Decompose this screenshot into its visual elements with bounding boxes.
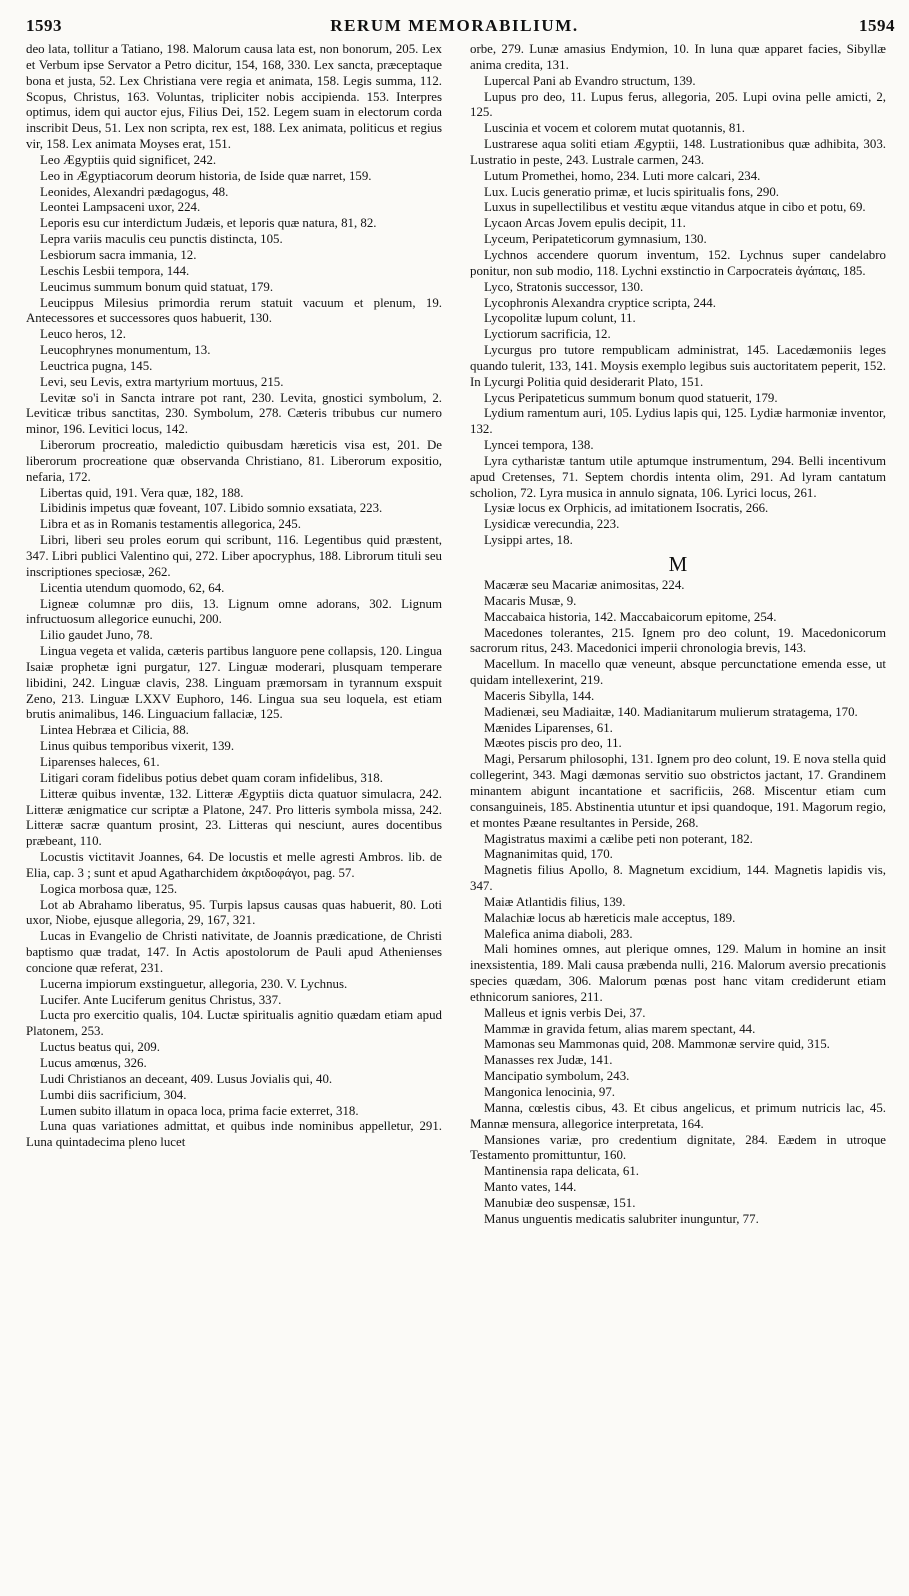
index-entry: Lilio gaudet Juno, 78.: [40, 628, 153, 643]
index-entry: Ludi Christianos an deceant, 409. Lusus Jovialis qui, 40.: [40, 1071, 333, 1086]
index-entry: Leonides, Alexandri pædagogus, 48.: [40, 184, 229, 199]
index-entry: Magi, Persarum philosophi, 131. Ignem pro deo colunt, 19. E nova stella quid collegerint, 343. Magi dæmonas servitio suo obstrictos jactant, 17. Grandinem minantem abigunt incantatione et sacrificiis, 268. Miscentur etiam cum consanguineis, 185. Abstinentia utuntur et ipsi quandoque, 191. Magorum regio, et montes Pæane resultantes in Perside, 268.: [470, 752, 886, 830]
index-entry: Luxus in supellectilibus et vestitu æque vitandus atque in cibo et potu, 69.: [484, 200, 866, 215]
index-entry: Lot ab Abrahamo liberatus, 95. Turpis lapsus causas quas habuerit, 80. Loti uxor, Niobe, ejusque allegoria, 29, 167, 321.: [26, 897, 442, 928]
index-entry: Mænides Liparenses, 61.: [484, 720, 613, 735]
index-entry: Lucas in Evangelio de Christi nativitate, de Joannis prædicatione, de Christi baptismo quæ tradat, 147. In Actis apostolorum de Pauli apud Athenienses concione quæ referat, 231.: [26, 929, 442, 975]
index-entry: Lyco, Stratonis successor, 130.: [484, 279, 644, 294]
index-entry: Mæotes piscis pro deo, 11.: [484, 736, 622, 751]
index-entry: Lydium ramentum auri, 105. Lydius lapis qui, 125. Lydiæ harmoniæ inventor, 132.: [470, 406, 886, 437]
index-entry: Lutum Promethei, homo, 234. Luti more calcari, 234.: [484, 168, 761, 183]
index-entry: Leo Ægyptiis quid significet, 242.: [40, 152, 217, 167]
index-entry: Lysidicæ verecundia, 223.: [484, 517, 620, 532]
index-entry: Lucifer. Ante Luciferum genitus Christus, 337.: [40, 992, 282, 1007]
index-entry: Lumbi diis sacrificium, 304.: [40, 1087, 187, 1102]
index-entry: Lupercal Pani ab Evandro structum, 139.: [484, 73, 696, 88]
index-entry: Leuco heros, 12.: [40, 327, 126, 342]
index-entry: Lucus amœnus, 326.: [40, 1056, 147, 1070]
index-entry: Leucophrynes monumentum, 13.: [40, 343, 211, 358]
right-column-m-entries: [470, 578, 886, 1228]
index-entry: Ligneæ columnæ pro diis, 13. Lignum omne adorans, 302. Lignum infructuosum allegorice eunuchi, 200.: [26, 596, 442, 627]
index-entry: orbe, 279. Lunæ amasius Endymion, 10. In luna quæ apparet facies, Sibyllæ anima credita, 131.: [470, 42, 886, 72]
index-entry: Maceris Sibylla, 144.: [484, 688, 595, 703]
index-entry: Lustrarese aqua soliti etiam Ægyptii, 148. Lustrationibus quæ adhibita, 303. Lustratio in peste, 243. Lustrale carmen, 243.: [470, 137, 886, 167]
right-column: [470, 42, 886, 1228]
index-entry: Luscinia et vocem et colorem mutat quotannis, 81.: [484, 121, 745, 136]
index-entry: Macellum. In macello quæ veneunt, absque percunctatione emenda esse, ut quidam intellexerint, 219.: [470, 657, 886, 688]
index-entry: Lycopolitæ lupum colunt, 11.: [484, 311, 636, 326]
index-entry: Leucippus Milesius primordia rerum statuit vacuum et plenum, 19. Antecessores et successores quos habuerit, 130.: [26, 295, 442, 326]
index-entry: Macaris Musæ, 9.: [484, 593, 577, 608]
index-entry: Leporis esu cur interdictum Judæis, et leporis quæ natura, 81, 82.: [40, 216, 377, 231]
index-entry: Lingua vegeta et valida, cæteris partibus languore pene collapsis, 120. Lingua Isaiæ prophetæ igni purgatur, 127. Linguæ moderari, plusquam temperare libidini, 242. Linguæ clavis, 238. Linguam præmorsam in tyrannum exspuit Zeno, 213. Linguæ LXXV Euphoro, 146. Lingua sua seu loquela, est etiam brutis animalibus, 146. Linguacium fallaciæ, 125.: [26, 644, 442, 722]
index-entry: Malachiæ locus ab hæreticis male acceptus, 189.: [484, 910, 736, 925]
index-entry: Manna, cœlestis cibus, 43. Et cibus angelicus, et primum nutricis lac, 45. Mannæ mensura, allegorice interpretata, 164.: [470, 1100, 886, 1131]
index-entry: Leschis Lesbii tempora, 144.: [40, 263, 190, 278]
index-entry: Mangonica lenocinia, 97.: [484, 1085, 616, 1099]
index-entry: Lepra variis maculis ceu punctis distincta, 105.: [40, 232, 283, 247]
index-entry: Lyncei tempora, 138.: [484, 438, 594, 453]
index-entry: Lyra cytharistæ tantum utile aptumque instrumentum, 294. Belli incentivum apud Cretenses, 71. Septem chordis intenta olim, 291. Ad lyram cantatum scholion, 72. Lyra musica in annulo signata, 106. Lyrici locus, 261.: [470, 453, 886, 500]
index-entry: Luctus beatus qui, 209.: [40, 1040, 160, 1055]
index-entry: Leuctrica pugna, 145.: [40, 358, 153, 373]
index-entry: Lesbiorum sacra immania, 12.: [40, 247, 197, 262]
index-entry: Leontei Lampsaceni uxor, 224.: [40, 200, 201, 215]
index-entry: Libidinis impetus quæ foveant, 107. Libido somnio exsatiata, 223.: [40, 501, 383, 516]
index-entry: Levi, seu Levis, extra martyrium mortuus, 215.: [40, 374, 284, 389]
index-entry: Lux. Lucis generatio primæ, et lucis spiritualis fons, 290.: [484, 184, 780, 199]
index-entry: Lychnos accendere quorum inventum, 152. Lychnus super candelabro ponitur, non sub modio, 118. Lychni exstinctio in Carpocrateis ἀγάπαις, 185.: [470, 247, 886, 278]
index-entry: Lycus Peripateticus summum bonum quod statuerit, 179.: [484, 390, 778, 405]
section-letter: M: [668, 552, 688, 576]
index-entry: Leucimus summum bonum quid statuat, 179.: [40, 279, 274, 294]
index-entry: Malefica anima diaboli, 283.: [484, 926, 633, 941]
index-entry: deo lata, tollitur a Tatiano, 198. Malorum causa lata est, non bonorum, 205. Lex et Verbum ipse Servator a Petro dicitur, 154, 168, 330. Lex sancta, præceptaque bona et justa, 52. Lex Christiana vere regia et animata, 158. Legis summa, 112. Scopus, Christus, 163. Voluntas, tripliciter nobis accipienda. 153. Interpres optimus, idem qui auctor ejus, Filius Dei, 152. Legem suam in electorum corda inscribit Deus, 51. Lex non scripta, rex est, 188. Lex animata, politicus et regius vir, 158. Lex animata Moyses erat, 151.: [26, 42, 442, 152]
index-entry: Lysippi artes, 18.: [484, 533, 573, 548]
index-entry: Magnanimitas quid, 170.: [484, 847, 613, 862]
index-entry: Licentia utendum quomodo, 62, 64.: [40, 580, 225, 595]
index-entry: Lysiæ locus ex Orphicis, ad imitationem Isocratis, 266.: [484, 501, 769, 516]
index-entry: Manus unguentis medicatis salubriter inunguntur, 77.: [484, 1211, 759, 1226]
index-entry: Manasses rex Judæ, 141.: [484, 1053, 613, 1068]
index-entry: Locustis victitavit Joannes, 64. De locustis et melle agresti Ambros. lib. de Elia, cap. 3 ; sunt et apud Agatharchidem ἀκριδοφάγοι, pag. 57.: [26, 850, 442, 880]
index-entry: Manto vates, 144.: [484, 1180, 577, 1195]
index-entry: Lycurgus pro tutore rempublicam administrat, 145. Lacedæmoniis leges quando tulerit, 133, 141. Moysis exemplo legibus suis auctoritatem peperit, 152. In Lycurgi Politia quid desiderarit Plato, 151.: [470, 343, 886, 389]
index-entry: Mamonas seu Mammonas quid, 208. Mammonæ servire quid, 315.: [484, 1037, 830, 1052]
index-entry: Levitæ so'i in Sancta intrare pot rant, 230. Levita, gnostici symbolum, 2. Leviticæ tribus sanctitas, 230. Symbolum, 278. Cæteris tribubus cur numero minor, 196. Levitici locus, 142.: [26, 390, 442, 437]
index-entry: Manubiæ deo suspensæ, 151.: [484, 1195, 636, 1210]
index-entry: Linus quibus temporibus vixerit, 139.: [40, 739, 235, 754]
running-head: RERUM MEMORABILIUM.: [330, 16, 579, 35]
index-entry: Leo in Ægyptiacorum deorum historia, de Iside quæ narret, 159.: [40, 168, 372, 183]
index-entry: Mancipatio symbolum, 243.: [484, 1069, 630, 1084]
index-entry: Litteræ quibus inventæ, 132. Litteræ Ægyptiis dicta quatuor simulacra, 242. Litteræ ænigmatice cur scriptæ a Platone, 247. Pro litteris symbola missa, 242. Litteræ sacræ quantum prosint, 23. Litteras qui nesciunt, aures docentibus præbeant, 110.: [26, 786, 442, 849]
index-entry: Lyctiorum sacrificia, 12.: [484, 327, 611, 342]
right-column-l-entries: [470, 42, 886, 549]
index-entry: Madienæi, seu Madiaitæ, 140. Madianitarum mulierum stratagema, 170.: [484, 704, 858, 719]
index-entry: Logica morbosa quæ, 125.: [40, 881, 178, 896]
index-entry: Libri, liberi seu proles eorum qui scribunt, 116. Legentibus quid præstent, 347. Libri publici Valentino qui, 272. Liber apocryphus, 188. Librorum tituli seu inscriptiones speciosæ, 262.: [26, 533, 442, 579]
index-entry: Lycophronis Alexandra cryptice scripta, 244.: [484, 295, 716, 310]
index-entry: Lintea Hebræa et Cilicia, 88.: [40, 723, 189, 738]
index-entry: Liparenses haleces, 61.: [40, 754, 160, 769]
index-entry: Mammæ in gravida fetum, alias marem spectant, 44.: [484, 1021, 756, 1036]
index-entry: Macæræ seu Macariæ animositas, 224.: [484, 578, 685, 592]
index-entry: Mali homines omnes, aut plerique omnes, 129. Malum in homine an insit inexsistentia, 189. Mali causa præbenda nulli, 216. Malorum aversio precationis species quædam, 306. Malorum pœnas post hanc vitam crediderunt etiam ethnicorum saniores, 211.: [470, 942, 886, 1004]
index-entry: Lumen subito illatum in opaca loca, prima facie exterret, 318.: [40, 1103, 359, 1118]
index-entry: Lucta pro exercitio qualis, 104. Luctæ spiritualis agnitio quædam etiam apud Platonem, 253.: [26, 1008, 442, 1039]
left-column: [26, 42, 442, 1151]
index-entry: Libra et as in Romanis testamentis allegorica, 245.: [40, 517, 301, 532]
index-entry: Magnetis filius Apollo, 8. Magnetum excidium, 144. Magnetis lapidis vis, 347.: [470, 863, 886, 894]
index-entry: Malleus et ignis verbis Dei, 37.: [484, 1005, 646, 1020]
index-entry: Mansiones variæ, pro credentium dignitate, 284. Eædem in utroque Testamento promittuntur, 160.: [470, 1132, 886, 1163]
index-entry: Lupus pro deo, 11. Lupus ferus, allegoria, 205. Lupi ovina pelle amicti, 2, 125.: [470, 89, 886, 120]
index-entry: Lucerna impiorum exstinguetur, allegoria, 230. V. Lychnus.: [40, 976, 348, 991]
page-number-left: 1593: [26, 16, 62, 35]
index-entry: Liberorum procreatio, maledictio quibusdam hæreticis visa est, 201. De liberorum procreatione quæ observanda Christiano, 81. Liberorum expositio, nefaria, 172.: [26, 438, 442, 484]
index-entry: Lycaon Arcas Jovem epulis decipit, 11.: [484, 216, 686, 231]
index-entry: Lyceum, Peripateticorum gymnasium, 130.: [484, 232, 707, 247]
index-entry: Maccabaica historia, 142. Maccabaicorum epitome, 254.: [484, 609, 777, 624]
index-entry: Maiæ Atlantidis filius, 139.: [484, 894, 626, 909]
index-entry: Litigari coram fidelibus potius debet quam coram infidelibus, 318.: [40, 770, 383, 785]
index-entry: Macedones tolerantes, 215. Ignem pro deo colunt, 19. Macedonicorum sacrorum ritus, 243. Macedonici imperii chronologia brevis, 143.: [470, 625, 886, 656]
index-entry: Mantinensia rapa delicata, 61.: [484, 1164, 639, 1179]
index-entry: Libertas quid, 191. Vera quæ, 182, 188.: [40, 485, 244, 500]
index-entry: Luna quas variationes admittat, et quibus inde nominibus appelletur, 291. Luna quintadecima pleno lucet: [26, 1119, 442, 1150]
index-entry: Magistratus maximi a cælibe peti non poterant, 182.: [484, 831, 753, 846]
page-number-right: 1594: [859, 16, 895, 35]
